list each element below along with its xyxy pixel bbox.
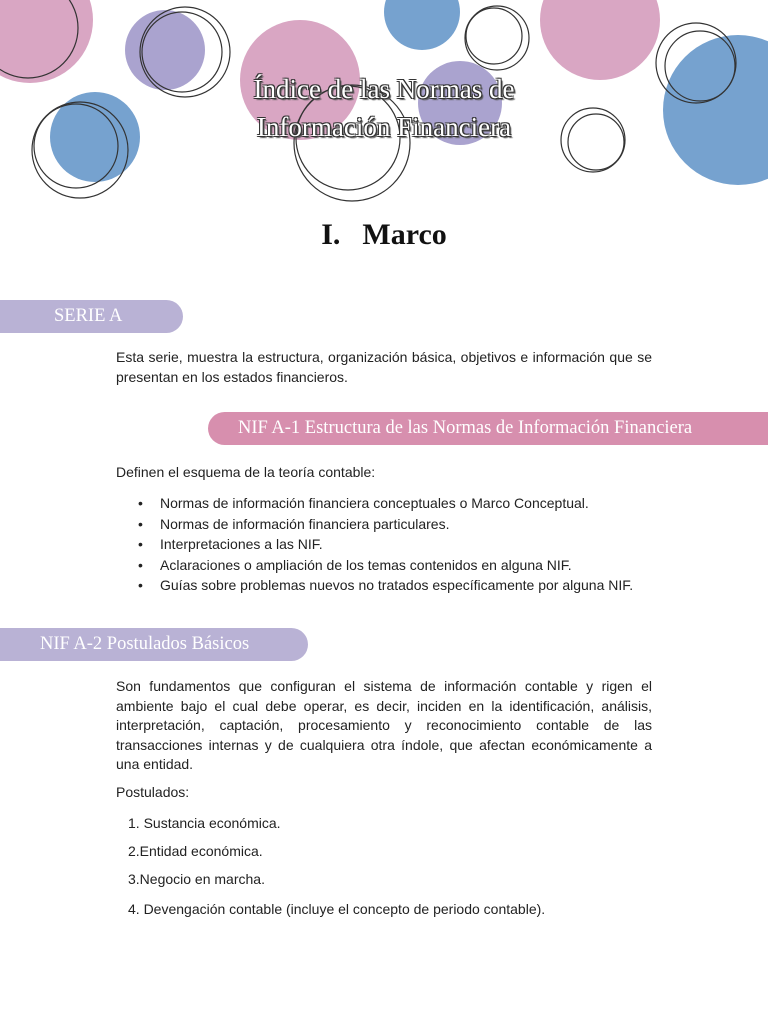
bullet-icon: • — [138, 536, 143, 552]
postulado-item: 2.Entidad económica. — [128, 843, 263, 859]
bullet-icon: • — [138, 495, 143, 511]
postulados-label: Postulados: — [116, 784, 190, 800]
postulado-item: 4. Devengación contable (incluye el concepto de periodo contable). — [128, 901, 546, 917]
list-item: • Interpretaciones a las NIF. — [160, 534, 652, 555]
serie-a-heading: SERIE A — [0, 300, 183, 333]
list-item: • Normas de información financiera conceptuales o Marco Conceptual. — [160, 493, 652, 514]
bullet-icon: • — [138, 515, 143, 532]
title-line-1: Índice de las Normas de — [253, 74, 515, 104]
section-number: I. — [321, 218, 341, 251]
nif-a1-intro: Definen el esquema de la teoría contable: — [116, 464, 376, 480]
postulado-item: 3.Negocio en marcha. — [128, 871, 265, 887]
list-item: • Normas de información financiera particulares. — [160, 514, 652, 535]
title-line-2: Información Financiera — [256, 112, 512, 142]
nif-a2-heading: NIF A-2 Postulados Básicos — [0, 628, 308, 661]
nif-a1-heading: NIF A-1 Estructura de las Normas de Información Financiera — [208, 412, 768, 445]
document-title — [0, 70, 768, 146]
list-item: • Guías sobre problemas nuevos no tratados específicamente por alguna NIF. — [160, 575, 652, 596]
nif-a2-description: Son fundamentos que configuran el sistema de información contable y rigen el ambiente bajo el cual debe operar, es decir, inciden en la identificación, análisis, interpretación, captación, procesamiento y reconocimiento contable de las transacciones internas y de cualquiera otra índole, que afectan económicamente a una entidad. — [116, 678, 652, 772]
nif-a1-list — [116, 493, 652, 596]
bullet-icon: • — [138, 556, 143, 573]
bullet-icon: • — [138, 577, 143, 593]
list-item: • Aclaraciones o ampliación de los temas contenidos en alguna NIF. — [160, 555, 652, 576]
serie-a-description: Esta serie, muestra la estructura, organización básica, objetivos e información que se presentan en los estados financieros. — [116, 349, 652, 385]
postulado-item: 1. Sustancia económica. — [128, 815, 281, 831]
section-label: Marco — [362, 218, 447, 251]
section-heading — [0, 218, 768, 252]
